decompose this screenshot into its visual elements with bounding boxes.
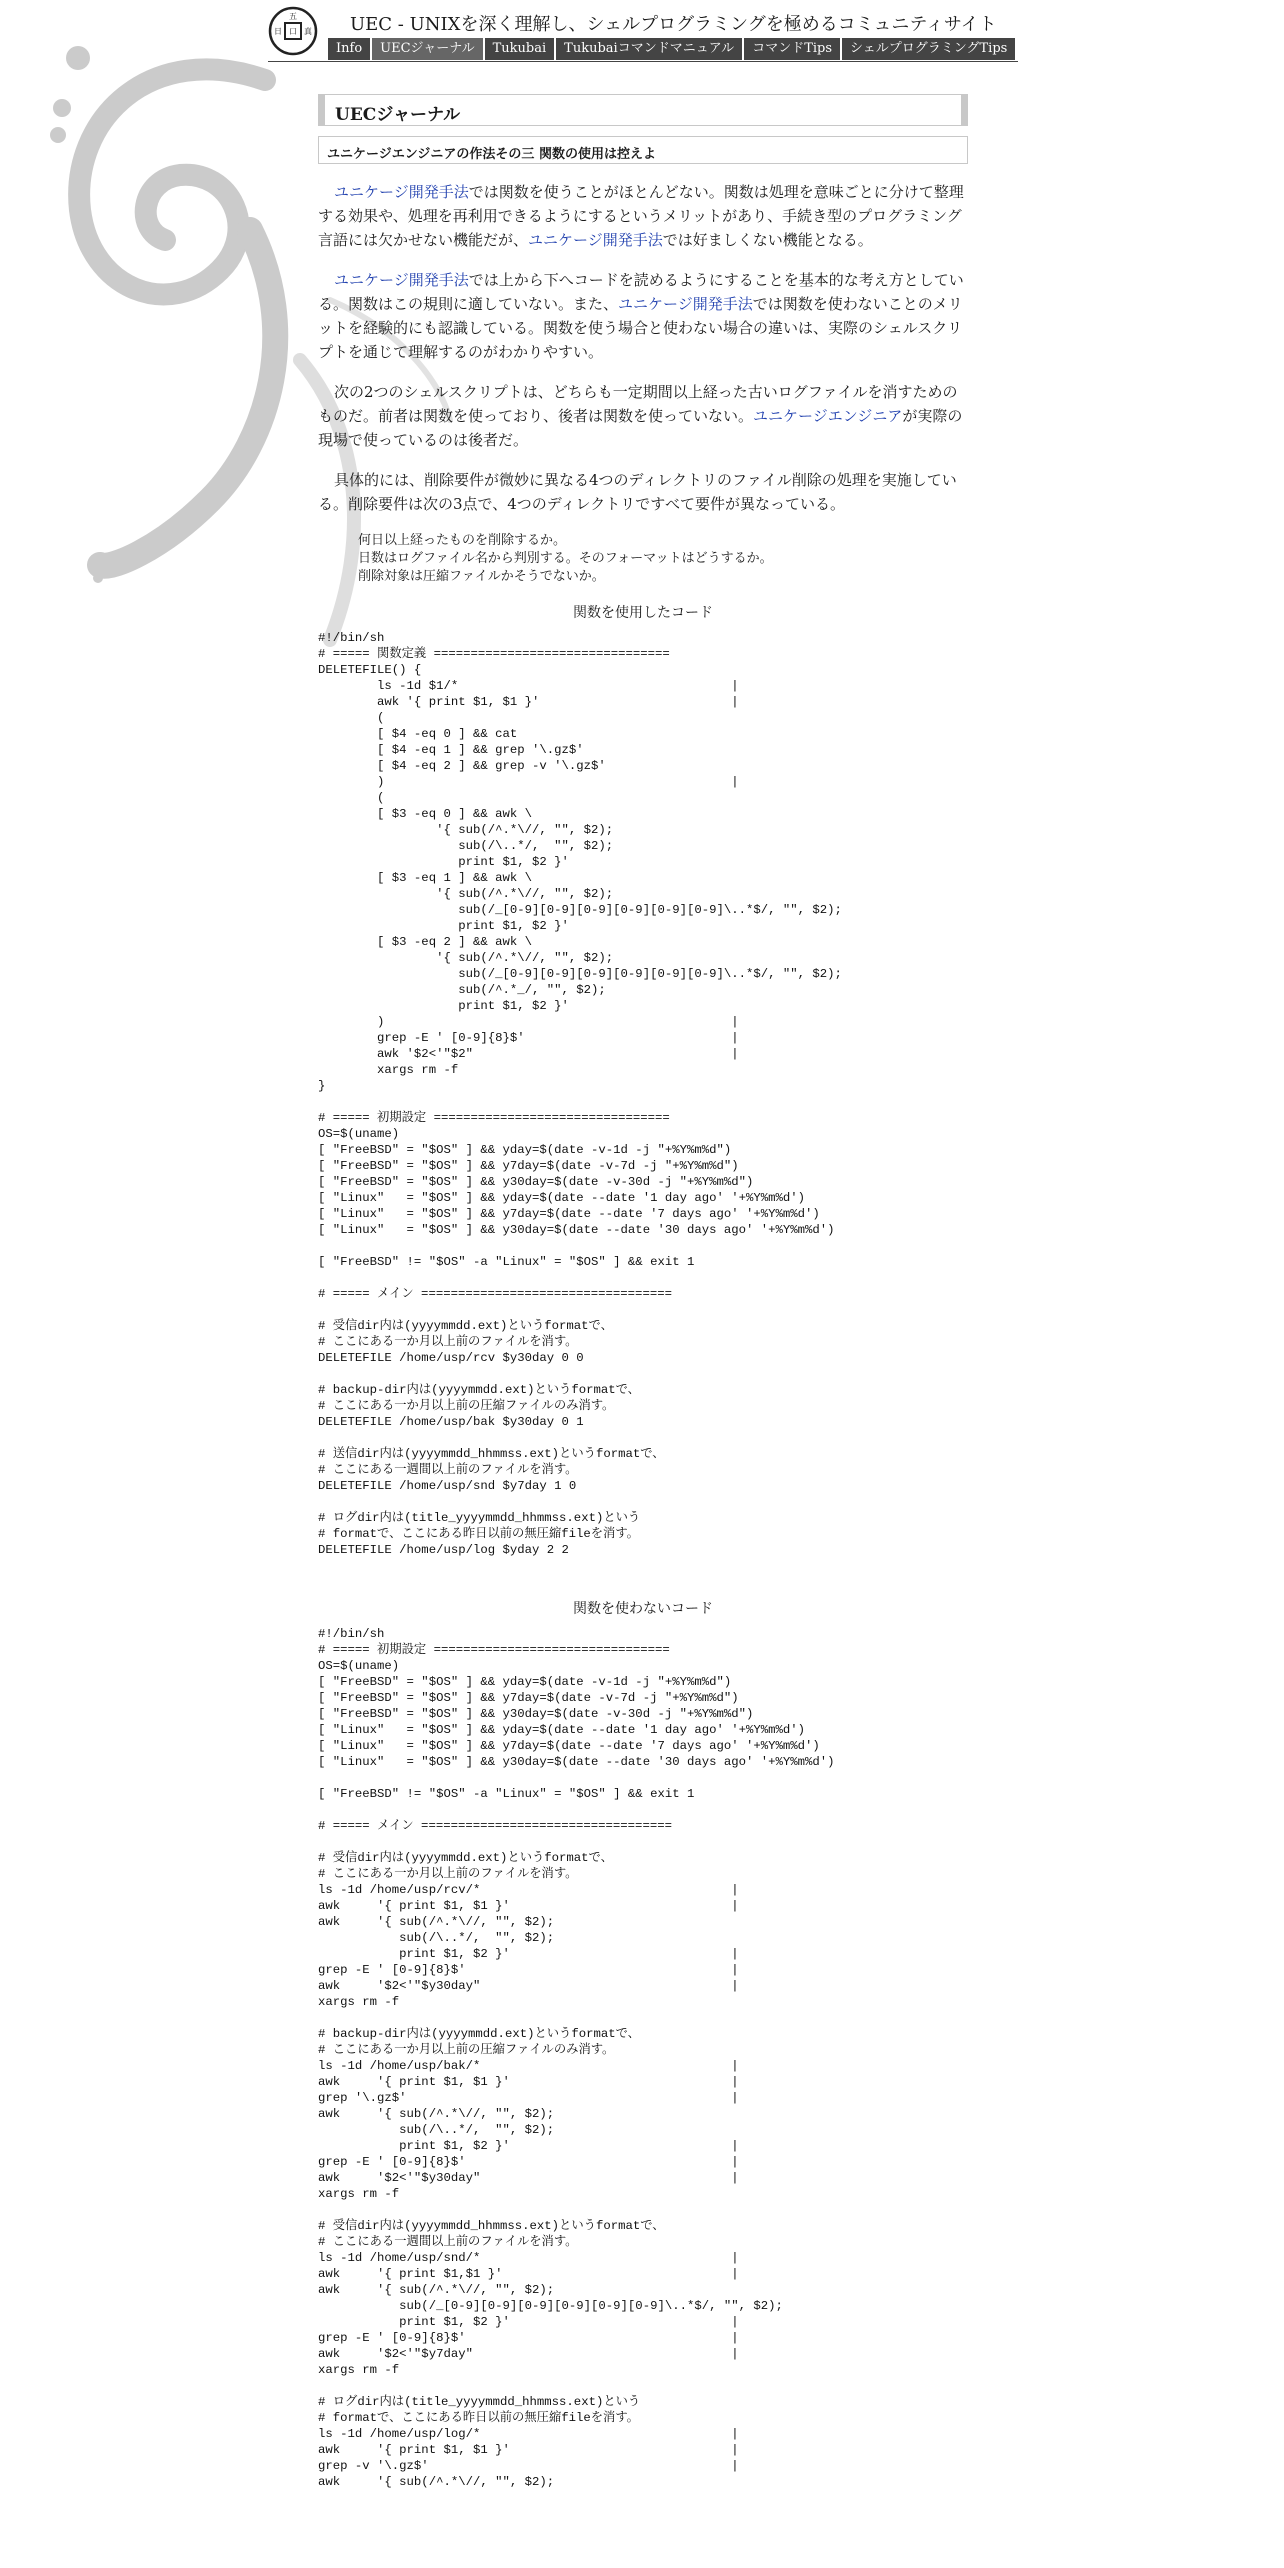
site-header [268, 0, 1028, 66]
journal-section-title: UECジャーナル [335, 105, 461, 125]
paragraph-text: 具体的には、削除要件が微妙に異なる4つのディレクトリのファイル削除の処理を実施している。削除要件は次の3点で、4つのディレクトリですべて要件が異なっている。 [318, 471, 957, 513]
nav-item-5[interactable]: シェルプログラミングTips [842, 38, 1015, 60]
inline-link[interactable]: ユニケージ開発手法 [528, 231, 663, 249]
code-examples [318, 602, 968, 2490]
article-paragraph [318, 468, 968, 516]
inline-link[interactable]: ユニケージ開発手法 [618, 295, 753, 313]
logo-glyph-right: 真 [304, 27, 312, 36]
criteria-item: 日数はログファイル名から判別する。そのフォーマットはどうするか。 [358, 551, 773, 566]
code-caption: 関数を使わないコード [573, 1601, 713, 1617]
inline-link[interactable]: ユニケージ開発手法 [334, 271, 469, 289]
article-body [318, 180, 968, 516]
nav-item-3[interactable]: Tukubaiコマンドマニュアル [556, 38, 742, 60]
inline-link[interactable]: ユニケージエンジニア [753, 407, 903, 425]
paragraph-text: では関数を使わないことのメリットを経験的にも認識している。関数を使う場合と使わない場合の違いは、実際のシェルスクリプトを通じて理解するのがわかりやすい。 [318, 295, 963, 361]
logo-glyph-center: 口 [289, 27, 297, 36]
site-logo-icon[interactable] [268, 6, 318, 56]
code-block: #!/bin/sh # ===== 初期設定 ================================ OS=$(uname) [ "FreeBSD" = "$OS" ] && yday=$(date -v-1d -j "+%Y%m%d") [ "FreeBSD" = "$OS" ] && y7day=$(date -v-7d -j "+%Y%m%d") [ "FreeBSD" = "$OS" ] && y30day=$(date -v-30d -j "+%Y%m%d") [ "Linux" = "$OS" ] && yday=$(date --date '1 day ago' '+%Y%m%d') [ "Linux" = "$OS" ] && y7day=$(date --date '7 days ago' '+%Y%m%d') [ "Linux" = "$OS" ] && y30day=$(date --date '30 days ago' '+%Y%m%d') [ "FreeBSD" != "$OS" -a "Linux" = "$OS" ] && exit 1 # ===== メイン ================================== # 受信dir内は(yyyymmdd.ext)というformatで、 # ここにある一か月以上前のファイルを消す。 ls -1d /home/usp/rcv/* | awk '{ print $1, $1 }' | awk '{ sub(/^.*\//, "", $2); sub(/\..*/, "", $2); print $1, $2 }' | grep -E ' [0-9]{8}$' | awk '$2<'"$y30day" | xargs rm -f # backup-dir内は(yyyymmdd.ext)というformatで、 # ここにある一か月以上前の圧縮ファイルのみ消す。 ls -1d /home/usp/bak/* | awk '{ print $1, $1 }' | grep '\.gz$' | awk '{ sub(/^.*\//, "", $2); sub(/\..*/, "", $2); print $1, $2 }' | grep -E ' [0-9]{8}$' | awk '$2<'"$y30day" | xargs rm -f # 受信dir内は(yyyymmdd_hhmmss.ext)というformatで、 # ここにある一週間以上前のファイルを消す。 ls -1d /home/usp/snd/* | awk '{ print $1,$1 }' | awk '{ sub(/^.*\//, "", $2); sub(/_[0-9][0-9][0-9][0-9][0-9][0-9]\..*$/, "", $2); print $1, $2 }' | grep -E ' [0-9]{8}$' | awk '$2<'"$y7day" | xargs rm -f # ログdir内は(title_yyyymmdd_hhmmss.ext)という # formatで、ここにある昨日以前の無圧縮fileを消す。 ls -1d /home/usp/log/* | awk '{ print $1, $1 }' | grep -v '\.gz$' | awk '{ sub(/^.*\//, "", $2); [318, 1627, 835, 2489]
code-block: #!/bin/sh # ===== 関数定義 ================================ DELETEFILE() { ls -1d $1/* | awk '{ print $1, $1 }' | ( [ $4 -eq 0 ] && cat [ $4 -eq 1 ] && grep '\.gz$' [ $4 -eq 2 ] && grep -v '\.gz$' ) | ( [ $3 -eq 0 ] && awk \ '{ sub(/^.*\//, "", $2); sub(/\..*/, "", $2); print $1, $2 }' [ $3 -eq 1 ] && awk \ '{ sub(/^.*\//, "", $2); sub(/_[0-9][0-9][0-9][0-9][0-9][0-9]\..*$/, "", $2); print $1, $2 }' [ $3 -eq 2 ] && awk \ '{ sub(/^.*\//, "", $2); sub(/_[0-9][0-9][0-9][0-9][0-9][0-9]\..*$/, "", $2); sub(/^.*_/, "", $2); print $1, $2 }' ) | grep -E ' [0-9]{8}$' | awk '$2<'"$2" | xargs rm -f } # ===== 初期設定 ================================ OS=$(uname) [ "FreeBSD" = "$OS" ] && yday=$(date -v-1d -j "+%Y%m%d") [ "FreeBSD" = "$OS" ] && y7day=$(date -v-7d -j "+%Y%m%d") [ "FreeBSD" = "$OS" ] && y30day=$(date -v-30d -j "+%Y%m%d") [ "Linux" = "$OS" ] && yday=$(date --date '1 day ago' '+%Y%m%d') [ "Linux" = "$OS" ] && y7day=$(date --date '7 days ago' '+%Y%m%d') [ "Linux" = "$OS" ] && y30day=$(date --date '30 days ago' '+%Y%m%d') [ "FreeBSD" != "$OS" -a "Linux" = "$OS" ] && exit 1 # ===== メイン ================================== # 受信dir内は(yyyymmdd.ext)というformatで、 # ここにある一か月以上前のファイルを消す。 DELETEFILE /home/usp/rcv $y30day 0 0 # backup-dir内は(yyyymmdd.ext)というformatで、 # ここにある一か月以上前の圧縮ファイルのみ消す。 DELETEFILE /home/usp/bak $y30day 0 1 # 送信dir内は(yyyymmdd_hhmmss.ext)というformatで、 # ここにある一週間以上前のファイルを消す。 DELETEFILE /home/usp/snd $y7day 1 0 # ログdir内は(title_yyyymmdd_hhmmss.ext)という # formatで、ここにある昨日以前の無圧縮fileを消す。 DELETEFILE /home/usp/log $yday 2 2 [318, 631, 842, 1557]
article-paragraph [318, 268, 968, 364]
nav-divider [268, 61, 1018, 62]
criteria-item: 削除対象は圧縮ファイルかそうでないか。 [358, 569, 605, 584]
nav-item-0[interactable]: Info [328, 38, 370, 60]
journal-section-header [318, 94, 968, 126]
nav-item-4[interactable]: コマンドTips [744, 38, 840, 60]
inline-link[interactable]: ユニケージ開発手法 [334, 183, 469, 201]
article-paragraph [318, 380, 968, 452]
article-title: ユニケージエンジニアの作法その三 関数の使用は控えよ [327, 147, 656, 162]
code-caption: 関数を使用したコード [573, 605, 713, 621]
site-title[interactable]: UEC - UNIXを深く理解し、シェルプログラミングを極めるコミュニティサイト [350, 14, 997, 35]
article-paragraph [318, 180, 968, 252]
paragraph-text: では上から下へコードを読めるようにすることを基本的な考え方としている。関数はこの規則に適していない。また、 [318, 271, 964, 313]
paragraph-text: が実際の現場で使っているのは後者だ。 [318, 407, 963, 449]
paragraph-text: 次の2つのシェルスクリプトは、どちらも一定期間以上経った古いログファイルを消すためのものだ。前者は関数を使っており、後者は関数を使っていない。 [318, 383, 958, 425]
article-title-box [318, 136, 968, 164]
logo-glyph-top: 五 [289, 12, 297, 21]
deletion-criteria-list [358, 532, 968, 586]
nav-item-1[interactable]: UECジャーナル [372, 38, 482, 60]
paragraph-text: では好ましくない機能となる。 [662, 231, 873, 249]
main-nav [328, 38, 1017, 60]
logo-glyph-left: 日 [274, 27, 282, 36]
main-content [318, 88, 968, 2490]
criteria-item: 何日以上経ったものを削除するか。 [358, 533, 567, 548]
nav-item-2[interactable]: Tukubai [485, 38, 555, 60]
paragraph-text: では関数を使うことがほとんどない。関数は処理を意味ごとに分けて整理する効果や、処理を再利用できるようにするというメリットがあり、手続き型のプログラミング言語には欠かせない機能だが、 [318, 183, 964, 249]
